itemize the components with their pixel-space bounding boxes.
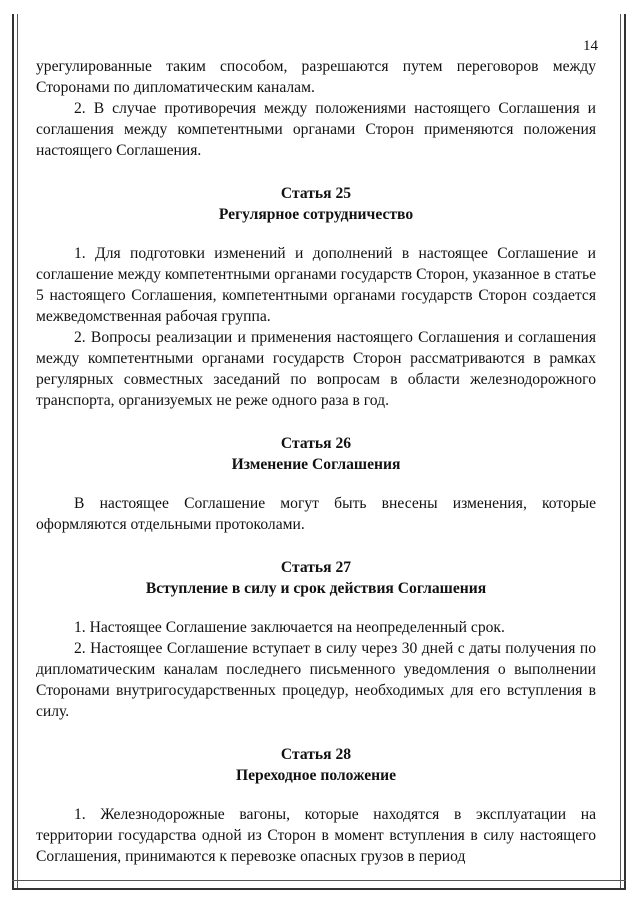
article-number: Статья 26 xyxy=(280,435,352,452)
paragraph: 1. Настоящее Соглашение заключается на неопределенный срок. xyxy=(74,619,505,636)
article-number: Статья 28 xyxy=(280,746,352,763)
article-title: Изменение Соглашения xyxy=(231,456,401,473)
paragraph: В настоящее Соглашение могут быть внесены изменения, которые оформляются отдельными протоколами. xyxy=(36,495,596,533)
article-number: Статья 25 xyxy=(280,185,352,202)
document-body xyxy=(36,56,596,867)
article-title: Вступление в силу и срок действия Соглашения xyxy=(145,580,487,597)
paragraph: 2. Настоящее Соглашение вступает в силу через 30 дней с даты получения по дипломатическим каналам последнего письменного уведомления о выполнении Сторонами внутригосударственных процедур, необходимых для его вступления в силу. xyxy=(36,640,596,720)
paragraph: 1. Для подготовки изменений и дополнений в настоящее Соглашение и соглашение между компетентными органами государств Сторон, указанное в статье 5 настоящего Соглашения, компетентными органами государств Сторон создается межведомственная рабочая группа. xyxy=(36,245,596,325)
paragraph: 2. Вопросы реализации и применения настоящего Соглашения и соглашения между компетентными органами государств Сторон рассматриваются в рамках регулярных совместных заседаний по вопросам в области железнодорожного транспорта, организуемых не реже одного раза в год. xyxy=(36,329,596,409)
paragraph-continued: урегулированные таким способом, разрешаются путем переговоров между Сторонами по дипломатическим каналам. xyxy=(36,58,596,96)
article-title: Переходное положение xyxy=(235,767,397,784)
article-number: Статья 27 xyxy=(280,559,352,576)
page-number: 14 xyxy=(583,38,598,54)
article-title: Регулярное сотрудничество xyxy=(218,206,414,223)
page-border-bottom xyxy=(12,880,626,890)
paragraph: 2. В случае противоречия между положениями настоящего Соглашения и соглашения между компетентными органами Сторон применяются положения настоящего Соглашения. xyxy=(36,100,596,159)
paragraph: 1. Железнодорожные вагоны, которые находятся в эксплуатации на территории государства одной из Сторон в момент вступления в силу настоящего Соглашения, принимаются к перевозке опасных грузов в период xyxy=(36,806,596,865)
